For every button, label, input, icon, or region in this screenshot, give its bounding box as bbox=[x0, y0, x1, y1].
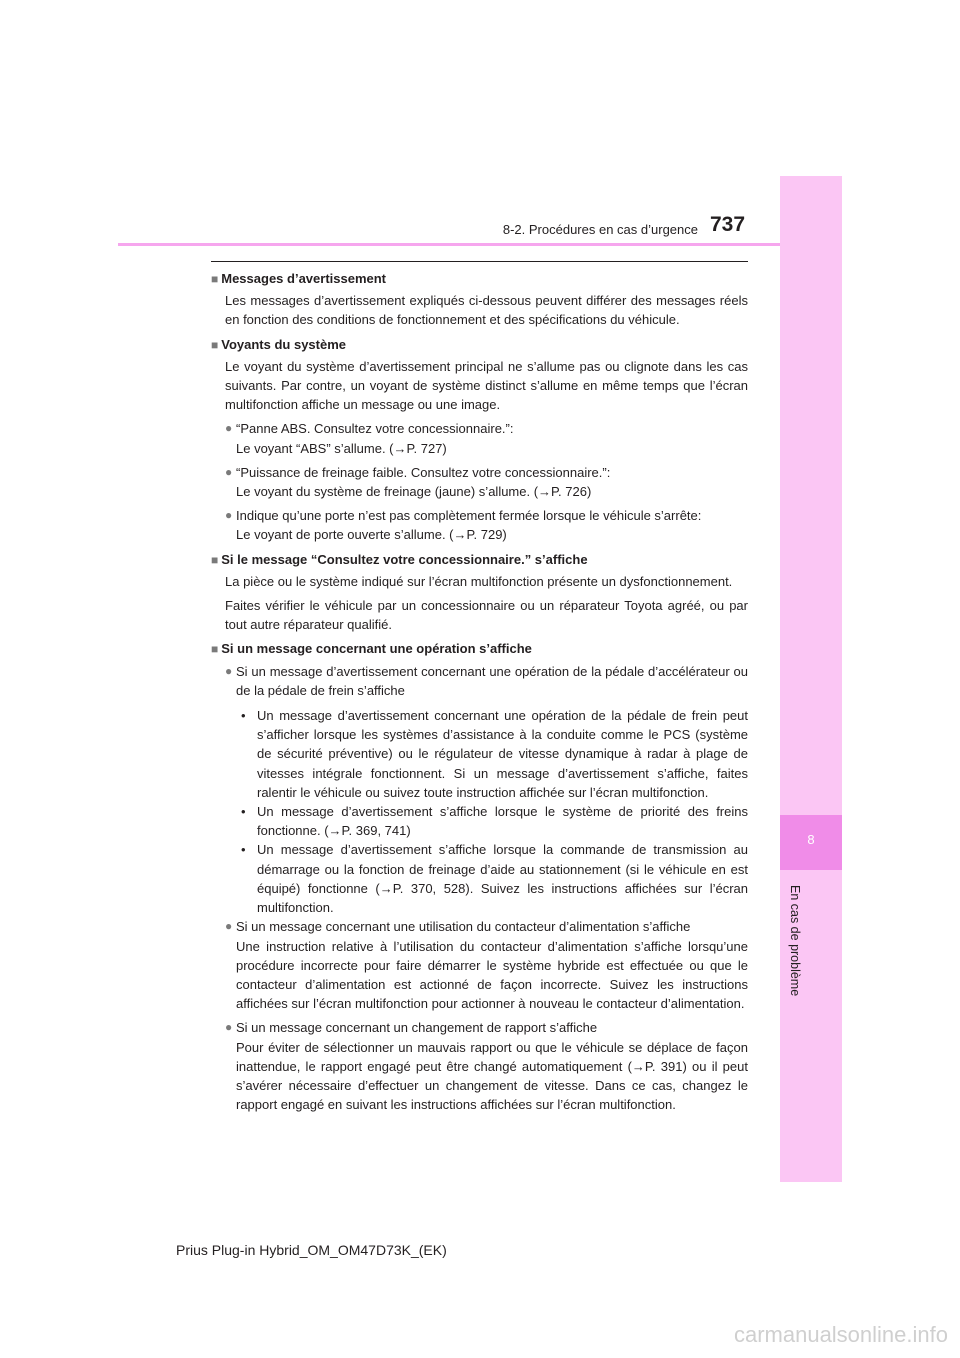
page-content bbox=[211, 266, 748, 1119]
list-item: ● “Panne ABS. Consultez votre concessionnaire.”: Le voyant “ABS” s’allume. (→P. 727) bbox=[225, 419, 748, 457]
list-item: ● Si un message concernant un changement de rapport s’affiche Pour éviter de sélectionner un mauvais rapport ou que le véhicule se déplace de façon inattendue, le rapport engagé peut être changé automatiquement (→P. 391) ou il peut s’avérer nécessaire d’effectuer un changement de vitesse. Dans ce cas, changez le rapport engagé en suivant les instructions affichées sur l’écran multifonction. bbox=[225, 1018, 748, 1114]
square-bullet-icon: ■ bbox=[211, 642, 219, 657]
circle-bullet-icon: ● bbox=[225, 919, 233, 934]
paragraph: Les messages d’avertissement expliqués ci-dessous peuvent différer des messages réels en fonction des conditions de fonctionnement et des spécifications du véhicule. bbox=[225, 293, 748, 328]
watermark: carmanualsonline.info bbox=[733, 1322, 948, 1347]
page-reference-text: Le voyant du système de freinage (jaune) s’allume. (→P. 726) bbox=[236, 484, 592, 500]
list-item: ● Si un message concernant une utilisation du contacteur d’alimentation s’affiche Une instruction relative à l’utilisation du contacteur d’alimentation s’affiche lorsqu’une procédure incorrecte pour faire démarrer le système hybride est effectuée ou que le contacteur d’alimentation est actionné de façon incorrecte. Suivez les instructions affichées sur l’écran multifonction pour actionner à nouveau le contacteur d’alimentation. bbox=[225, 917, 748, 1013]
section-heading: ■ Si un message concernant une opération s’affiche bbox=[211, 641, 532, 657]
circle-bullet-icon: ● bbox=[225, 464, 233, 479]
paragraph: Faites vérifier le véhicule par un concessionnaire ou un réparateur Toyota agréé, ou par tout autre réparateur qualifié. bbox=[225, 598, 748, 633]
sub-list-item: • Un message d’avertissement concernant une opération de la pédale de frein peut s’afficher lorsque les systèmes d’assistance à la conduite comme le PCS (système de sécurité préventive) ou le régulateur de vitesse dynamique à radar à plage de vitesses intégrale fonctionnent. Si un message d’avertissement s’affiche, faites ralentir le véhicule ou suivez toute instruction affichée sur l’écran multifonction. bbox=[239, 706, 748, 802]
page-number: 737 bbox=[710, 213, 746, 236]
page-reference-text: Le voyant de porte ouverte s’allume. (→P. 729) bbox=[236, 527, 507, 543]
dot-bullet-icon: • bbox=[241, 708, 246, 724]
list-item: ● Indique qu’une porte n’est pas complètement fermée lorsque le véhicule s’arrête: Le voyant de porte ouverte s’allume. (→P. 729) bbox=[225, 506, 748, 544]
square-bullet-icon: ■ bbox=[211, 552, 219, 567]
paragraph: Le voyant du système d’avertissement principal ne s’allume pas ou clignote dans les cas suivants. Par contre, un voyant de système distinct s’allume en même temps que l’écran multifonction affiche un message ou une image. bbox=[225, 358, 748, 413]
circle-bullet-icon: ● bbox=[225, 508, 233, 523]
list-item: ● “Puissance de freinage faible. Consultez votre concessionnaire.”: Le voyant du système de freinage (jaune) s’allume. (→P. 726) bbox=[225, 463, 748, 501]
square-bullet-icon: ■ bbox=[211, 272, 219, 286]
section-heading: ■ Voyants du système bbox=[211, 336, 347, 352]
sub-list-item: • Un message d’avertissement s’affiche lorsque le système de priorité des freins fonctionne. (→P. 369, 741) bbox=[239, 802, 748, 840]
paragraph: La pièce ou le système indiqué sur l’écran multifonction présente un dysfonctionnement. bbox=[225, 573, 733, 589]
document-footer: Prius Plug-in Hybrid_OM_OM47D73K_(EK) bbox=[176, 1242, 447, 1258]
chapter-number: 8 bbox=[807, 832, 815, 847]
sub-list-item: • Un message d’avertissement s’affiche lorsque la commande de transmission au démarrage ou la fonction de freinage d’aide au stationnement (si le véhicule en est équipé) fonctionne (→P. 370, 528). Suivez les instructions affichées sur l’écran multifonction. bbox=[239, 840, 748, 917]
section-heading: ■ Si le message “Consultez votre concessionnaire.” s’affiche bbox=[211, 551, 588, 567]
section-heading: ■ Messages d’avertissement bbox=[211, 271, 387, 286]
chapter-label: En cas de problème bbox=[788, 885, 802, 997]
header-divider bbox=[118, 243, 780, 246]
section-title: 8-2. Procédures en cas d’urgence bbox=[502, 222, 698, 237]
content-top-rule bbox=[211, 261, 748, 262]
page-reference-text: Le voyant “ABS” s’allume. (→P. 727) bbox=[236, 440, 447, 456]
circle-bullet-icon: ● bbox=[225, 1020, 233, 1035]
dot-bullet-icon: • bbox=[241, 842, 246, 858]
square-bullet-icon: ■ bbox=[211, 337, 219, 352]
circle-bullet-icon: ● bbox=[225, 663, 233, 678]
circle-bullet-icon: ● bbox=[225, 421, 233, 436]
dot-bullet-icon: • bbox=[241, 804, 246, 820]
chapter-side-band bbox=[780, 176, 842, 1182]
list-item: ● Si un message d’avertissement concernant une opération de la pédale d’accélérateur ou de la pédale de frein s’affiche bbox=[225, 662, 748, 700]
